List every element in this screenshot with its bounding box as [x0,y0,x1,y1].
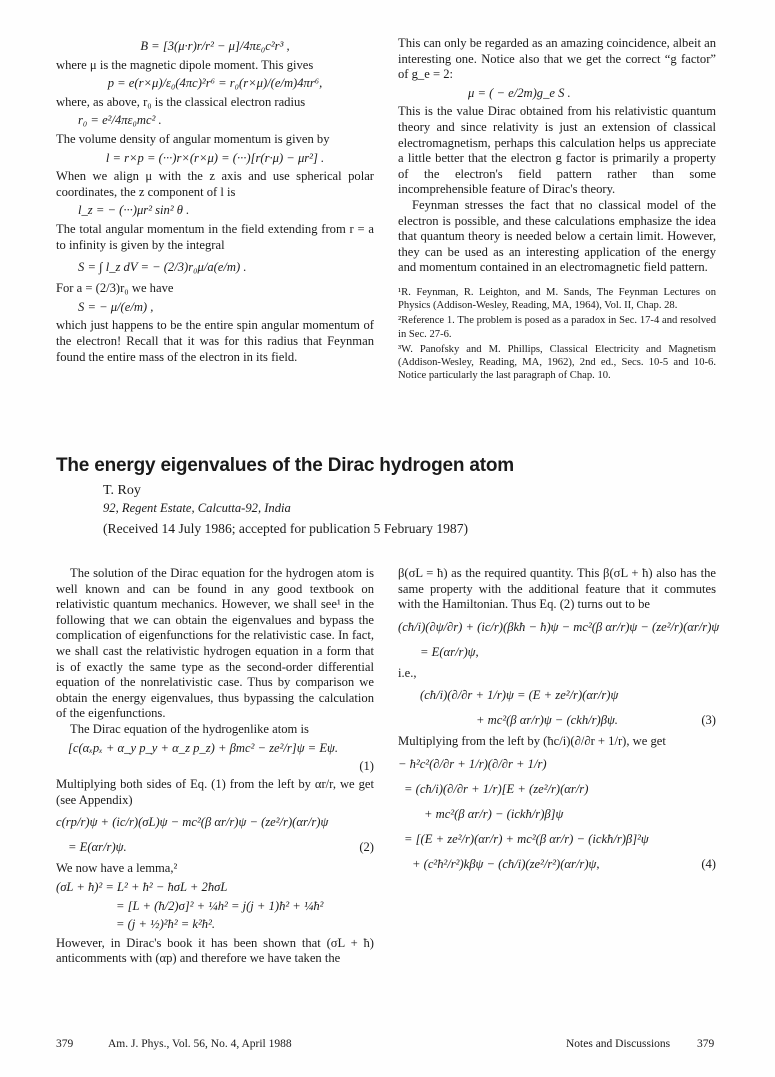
equation-mu: μ = ( − e/2m)g_e S . [468,85,571,100]
paragraph: which just happens to be the entire spin angular momentum of the electron! Recall that it was for this radius that Feynman found the entire mass of the electron in its field. [56,318,374,364]
footer-page-number-right: 379 [697,1038,715,1050]
article-title: The energy eigenvalues of the Dirac hydrogen atom [56,455,514,476]
equation-4-line-5 [398,853,716,875]
equation-S: S = − μ/(e/m) , [78,299,154,314]
paragraph: Feynman stresses the fact that no classical model of the electron is possible, and these calculations emphasize the idea that quantum theory is needed below a certain limit. However, they can be used as an interesting application of the energy and momentum contained in an electromagnetic field pattern. [398,197,716,275]
article-affiliation: 92, Regent Estate, Calcutta-92, India [103,501,291,515]
prev-article-right-column [398,36,716,384]
paragraph: β(σL = ħ) as the required quantity. This β(σL + ħ) also has the same property with the additional feature that it commutes with the Hamiltonian. Thus Eq. (2) turns out to be [398,566,716,612]
equation-1-number: (1) [359,759,374,774]
paragraph: However, in Dirac's book it has been shown that (σL + ħ) anticomments with (αp) and therefore we have taken the [56,935,374,966]
equation-3-line-2 [398,709,716,731]
paragraph: This is the value Dirac obtained from his relativistic quantum theory and since relativity is just an extension of classical electromagnetism, perhaps this calculation helps us appreciate a little better that the electron g factor is primarily a property of the electron's field pattern rather than some incomprehensible feature of Dirac's theory. [398,104,716,197]
equation-l: l = r×p = (···)r×(r×μ) = (···)[r(r·μ) − μr²] . [105,150,325,165]
footnote-2: ²Reference 1. The problem is posed as a paradox in Sec. 17-4 and resolved in Sec. 27-6. [398,315,716,340]
equation-4-line-3: + mc²(β αr/r) − (ickħ/r)β]ψ [424,806,564,821]
equation-4-line-4: = [(E + ze²/r)(αr/r) + mc²(β αr/r) − (ickħ/r)β]²ψ [404,831,649,846]
equation-2-line-1: c(rp/r)ψ + (ic/r)(σL)ψ − mc²(β αr/r)ψ − (ze²/r)(αr/r)ψ [56,815,329,830]
equation-A-line-2: = E(αr/r)ψ, [420,644,479,659]
lemma-line-3: = (j + ½)²ħ² = k²ħ². [116,917,216,932]
equation-1-body: [c(αₓpₓ + α_y p_y + α_z p_z) + βmc² − ze²/r]ψ = Eψ. [68,740,338,755]
prev-article-left-column [56,36,374,365]
footnote-3: ³W. Panofsky and M. Phillips, Classical Electricity and Magnetism (Addison-Wesley, Reading, MA, 1962), 2nd ed., Secs. 10-5 and 10-6. Notice particularly the last paragraph of Chap. 10. [398,343,716,382]
equation-4-number: (4) [701,856,716,871]
paragraph: i.e., [398,665,417,680]
equation-r0: r₀ = e²/4πε₀mc² . [78,113,162,128]
equation-S-integral: S = ∫ l_z dV = − (2/3)r₀μ/a(e/m) . [78,260,247,275]
equation-1 [56,741,374,757]
equation-1-number-row [56,759,374,774]
paragraph: Multiplying from the left by (ħc/i)(∂/∂r + 1/r), we get [398,734,666,749]
footnotes [398,286,716,382]
paragraph: Multiplying both sides of Eq. (1) from the left by αr/r, we get (see Appendix) [56,777,374,807]
paragraph: The volume density of angular momentum is given by [56,131,330,146]
equation-B: B = [3(μ·r)r/r² − μ]/4πε₀c²r³ , [140,39,290,53]
paragraph: For a = (2/3)r₀ we have [56,281,174,296]
equation-2-line-2 [56,836,374,858]
equation-A-line-1: (cħ/i)(∂ψ/∂r) + (ic/r)(βkħ − ħ)ψ − mc²(β αr/r)ψ − (ze²/r)(αr/r)ψ [398,619,720,634]
equation-p: p = e(r×μ)/ε₀(4πc)²r⁶ = r₀(r×μ)/(e/m)4πr⁶, [107,76,323,91]
footnote-1: ¹R. Feynman, R. Leighton, and M. Sands, The Feynman Lectures on Physics (Addison-Wesley, Reading, MA, 1964), Vol. II, Chap. 28. [398,286,716,312]
equation-3-line-1: (cħ/i)(∂/∂r + 1/r)ψ = (E + ze²/r)(αr/r)ψ [420,688,619,703]
paragraph: The solution of the Dirac equation for the hydrogen atom is well known and can be found in any good textbook on relativistic quantum mechanics. However, we shall see¹ in the following that we can obtain the eigenvalues and bypass the complication of eigenfunctions for the relativistic case. In fact, we shall cast the relativistic hydrogen equation in a form that is of exactly the same type as the second-order differential equation of the nonrelativistic case. Thus by comparison we obtain the energy eigenvalues, thus bypassing the calculation of the eigenfunctions. [56,566,374,721]
equation-4-body: + (c²ħ²/r²)kβψ − (cħ/i)(ze²/r²)(αr/r)ψ, [412,856,600,871]
equation-2-number: (2) [359,840,374,855]
article-received-dates: (Received 14 July 1986; accepted for publication 5 February 1987) [103,521,469,536]
footer-page-number-left: 379 [56,1038,74,1050]
lemma-line-1: (σL + ħ)² = L² + ħ² − ħσL + 2ħσL [56,879,228,894]
paragraph: This can only be regarded as an amazing coincidence, albeit an interesting one. Notice also that we get the correct “g factor” of g_e = 2: [398,36,716,82]
equation-3-body: + mc²(β αr/r)ψ − (ckh/r)βψ. [476,713,618,728]
footer-section-name: Notes and Discussions [566,1038,671,1050]
footer-journal-citation: Am. J. Phys., Vol. 56, No. 4, April 1988 [108,1038,292,1050]
equation-3-number: (3) [701,713,716,728]
equation-2-body: = E(αr/r)ψ. [68,840,127,855]
article-left-column [56,566,374,967]
equation-lz: l_z = − (···)μr² sin² θ . [78,203,190,218]
paragraph: The total angular momentum in the field extending from r = a to infinity is given by the integral [56,221,374,252]
paragraph: where μ is the magnetic dipole moment. This gives [56,57,314,72]
equation-4-line-1: − ħ²c²(∂/∂r + 1/r)(∂/∂r + 1/r) [398,756,547,771]
lemma-line-2: = [L + (ħ/2)σ]² + ¼h² = j(j + 1)ħ² + ¼ħ² [116,898,324,913]
equation-4-line-2: = (cħ/i)(∂/∂r + 1/r)[E + (ze²/r)(αr/r) [404,781,589,796]
article-right-column [398,566,720,878]
paragraph: The Dirac equation of the hydrogenlike atom is [70,721,309,736]
paragraph: We now have a lemma,² [56,861,178,876]
article-author: T. Roy [103,483,141,498]
paragraph: When we align μ with the z axis and use spherical polar coordinates, the z component of l is [56,169,374,199]
paragraph: where, as above, r₀ is the classical electron radius [56,94,306,109]
